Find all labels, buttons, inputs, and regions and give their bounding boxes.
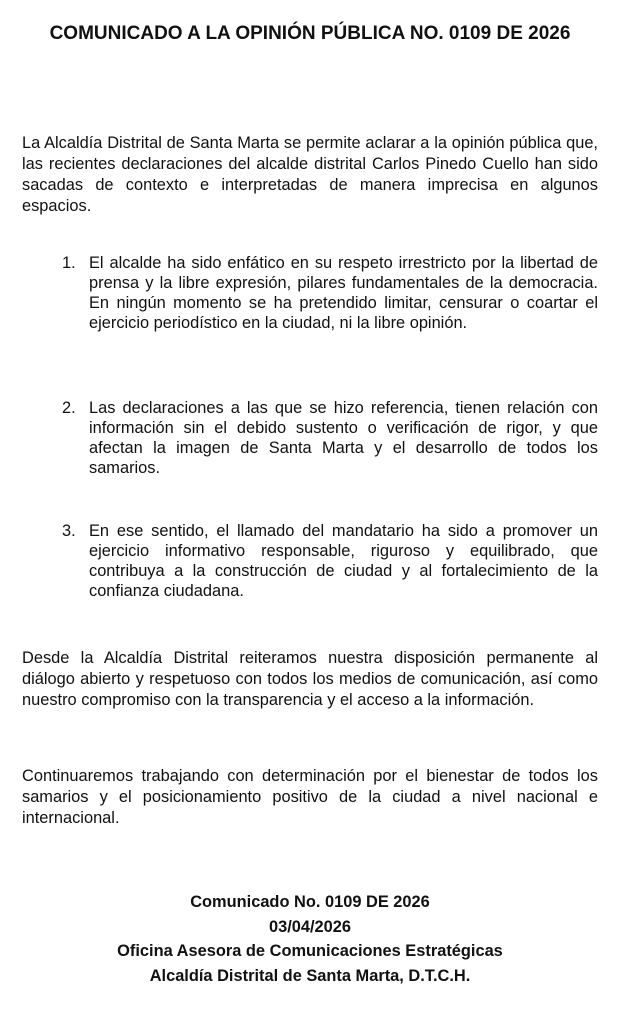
signature-block bbox=[20, 890, 600, 988]
document-title: COMUNICADO A LA OPINIÓN PÚBLICA NO. 0109 DE 2026 bbox=[49, 23, 571, 44]
issuing-office: Oficina Asesora de Comunicaciones Estratégicas bbox=[117, 942, 503, 960]
list-item bbox=[62, 253, 598, 333]
issuing-entity: Alcaldía Distrital de Santa Marta, D.T.C.H. bbox=[149, 966, 471, 985]
list-item bbox=[62, 521, 598, 601]
list-item-number: 2. bbox=[62, 399, 76, 417]
list-item-text: El alcalde ha sido enfático en su respeto irrestricto por la libertad de prensa y la libre expresión, pilares fundamentales de la democracia. En ningún momento se ha pretendido limitar, censurar o coartar el ejercicio periodístico en la ciudad, ni la libre opinión. bbox=[89, 254, 598, 332]
list-item-number: 1. bbox=[62, 254, 76, 272]
closing-paragraph: Desde la Alcaldía Distrital reiteramos nuestra disposición permanente al diálogo abierto y respetuoso con todos los medios de comunicación, así como nuestro compromiso con la transparencia y el acceso a la información. bbox=[22, 649, 598, 709]
list-item-text: En ese sentido, el llamado del mandatario ha sido a promover un ejercicio informativo responsable, riguroso y equilibrado, que contribuya a la construcción de ciudad y al fortalecimiento de la confianza ciudadana. bbox=[89, 522, 598, 600]
list-item-text: Las declaraciones a las que se hizo referencia, tienen relación con información sin el debido sustento o verificación de rigor, y que afectan la imagen de Santa Marta y el desarrollo de todos los samarios. bbox=[89, 399, 598, 477]
list-item-number: 3. bbox=[62, 522, 76, 540]
list-item bbox=[62, 398, 598, 478]
closing-paragraph: Continuaremos trabajando con determinación por el bienestar de todos los samarios y el posicionamiento positivo de la ciudad a nivel nacional e internacional. bbox=[22, 767, 598, 827]
intro-paragraph: La Alcaldía Distrital de Santa Marta se permite aclarar a la opinión pública que, las recientes declaraciones del alcalde distrital Carlos Pinedo Cuello han sido sacadas de contexto e interpretadas de manera imprecisa en algunos espacios. bbox=[22, 134, 598, 215]
communique-date: 03/04/2026 bbox=[268, 917, 352, 936]
communique-reference: Comunicado No. 0109 DE 2026 bbox=[190, 893, 430, 911]
